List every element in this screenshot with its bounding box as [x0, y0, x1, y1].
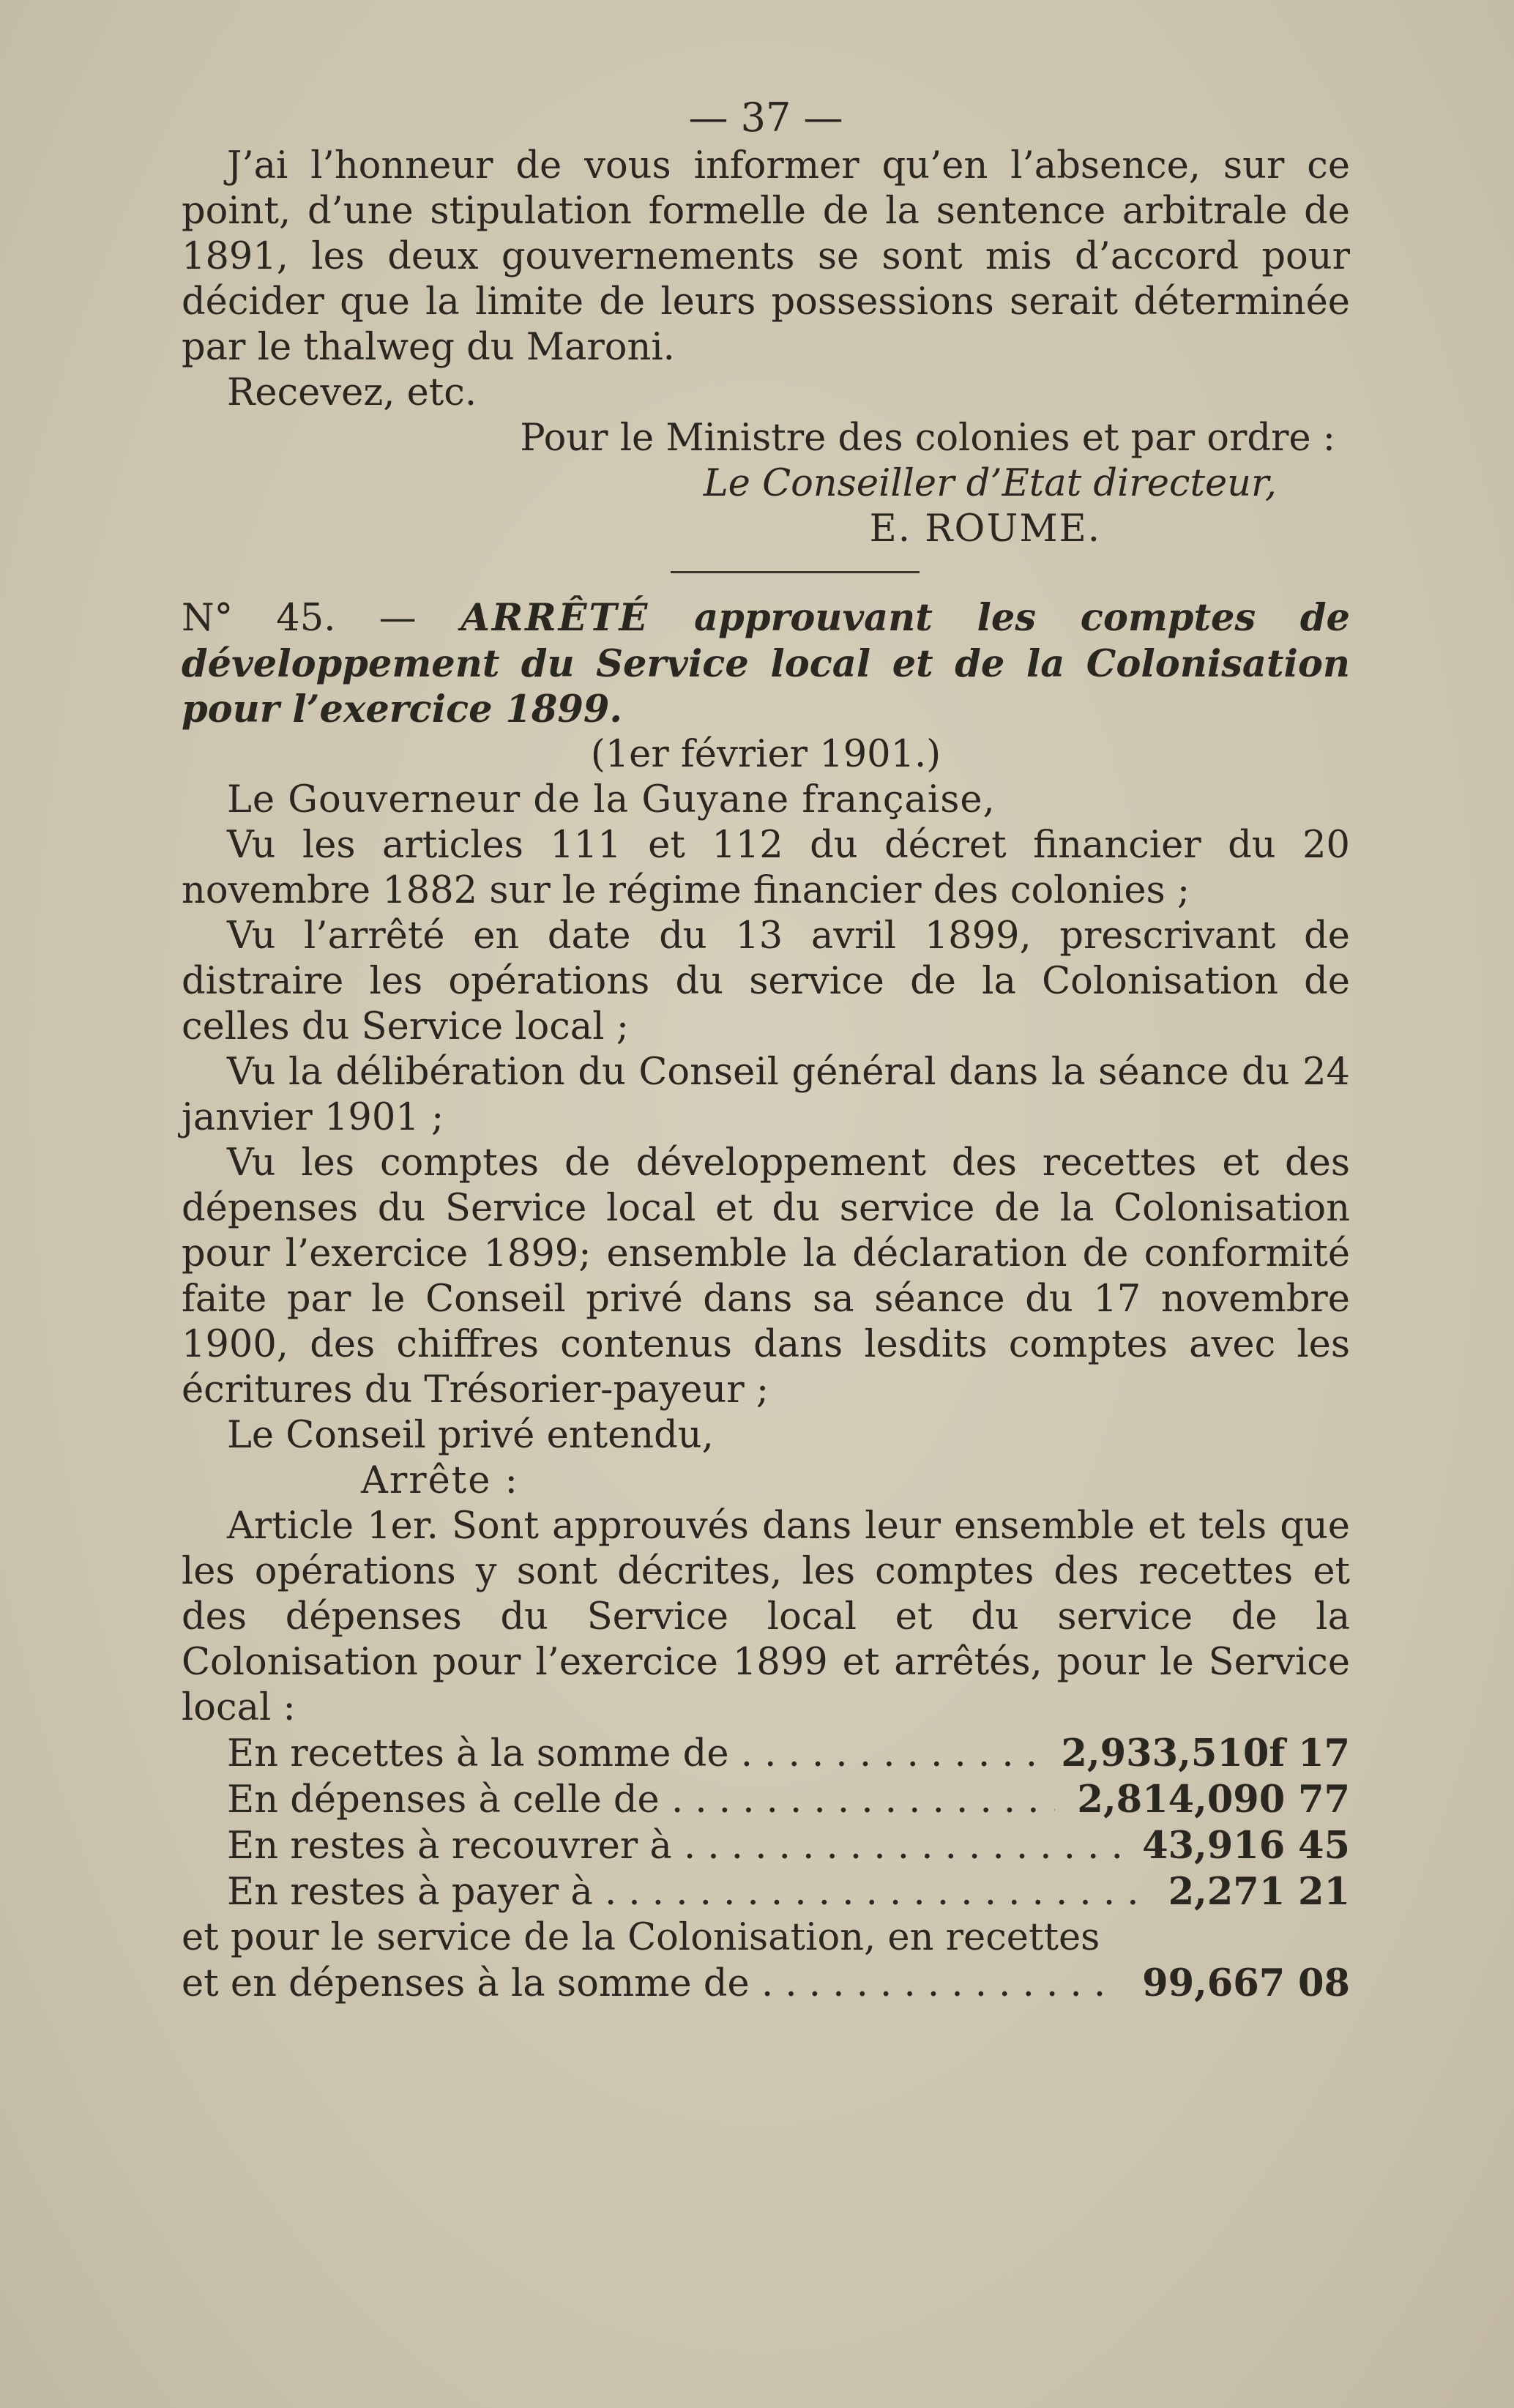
letter-paragraph: J’ai l’honneur de vous informer qu’en l’absence, sur ce point, d’une stipulation formelle de la sentence arbitrale de 1891, les deux gouvernements se sont mis d’accord pour décider que la limite de leurs possessions serait déterminée par le thalweg du Maroni. — [182, 144, 1350, 369]
considerant-4: Vu les comptes de développement des recettes et des dépenses du Service local et du service de la Colonisation pour l’exercice 1899; ensemble la déclaration de conformité faite par le Conseil privé dans sa séance du 17 novembre 1900, des chiffres contenus dans lesdits comptes avec les écritures du Trésorier-payeur ; — [182, 1141, 1350, 1412]
section-divider — [671, 571, 920, 573]
amount-value: 99,667 08 — [1142, 1961, 1350, 2005]
governor-line: Le Gouverneur de la Guyane française, — [227, 778, 996, 821]
signature-name: E. ROUME. — [869, 507, 1101, 551]
amount-row — [182, 1731, 1350, 1777]
decree-heading — [182, 595, 1350, 732]
signature-line-2: Le Conseiller d’Etat directeur, — [703, 462, 1277, 505]
amount-row — [182, 1869, 1350, 1915]
amount-value: 2,814,090 77 — [1077, 1778, 1350, 1822]
signature-line-1: Pour le Ministre des colonies et par ordre : — [520, 417, 1335, 460]
considerant-3: Vu la délibération du Conseil général dans la séance du 24 janvier 1901 ; — [182, 1051, 1350, 1139]
amount-value: 43,916 45 — [1142, 1824, 1350, 1868]
decree-type: ARRÊTÉ — [460, 596, 650, 640]
amount-value: 2,933,510f 17 — [1061, 1732, 1350, 1775]
amount-value: 2,271 21 — [1168, 1870, 1350, 1914]
amount-row — [182, 1777, 1350, 1823]
closing-formula: Recevez, etc. — [227, 371, 477, 414]
arrete-heading: Arrête : — [361, 1459, 519, 1502]
amount-row — [182, 1823, 1350, 1869]
article-1: Article 1er. Sont approuvés dans leur ensemble et tels que les opérations y sont décrites, les comptes des recettes et des dépenses du Service local et du service de la Colonisation pour l’exercice 1899 et arrêtés, pour le Service local : — [182, 1505, 1350, 1729]
decree-title: approuvant les comptes de développement du Service local et de la Colonisation pour l’exercice 1899. — [182, 596, 1351, 731]
page-content — [182, 95, 1350, 2007]
decree-date: (1er février 1901.) — [590, 733, 941, 776]
amount-label: En dépenses à celle de . . . — [227, 1778, 1055, 1823]
amount-label: En restes à recouvrer à . . . — [227, 1824, 1120, 1869]
page-number: — 37 — — [688, 94, 843, 141]
council-heard: Le Conseil privé entendu, — [227, 1414, 714, 1457]
amount-row-colonisation — [182, 1961, 1350, 2007]
decree-number: N° 45. — — [182, 597, 417, 640]
colonisation-line: et pour le service de la Colonisation, en recettes — [182, 1916, 1100, 1959]
considerant-1: Vu les articles 111 et 112 du décret financier du 20 novembre 1882 sur le régime financier des colonies ; — [182, 824, 1350, 912]
amount-label: En recettes à la somme de . . . — [227, 1732, 1039, 1777]
amount-label: En restes à payer à . . . — [227, 1870, 1146, 1915]
considerant-2: Vu l’arrêté en date du 13 avril 1899, prescrivant de distraire les opérations du service de la Colonisation de celles du Service local ; — [182, 914, 1350, 1048]
amounts-table — [182, 1731, 1350, 2007]
amount-label: et en dépenses à la somme de . . . — [182, 1961, 1120, 2007]
